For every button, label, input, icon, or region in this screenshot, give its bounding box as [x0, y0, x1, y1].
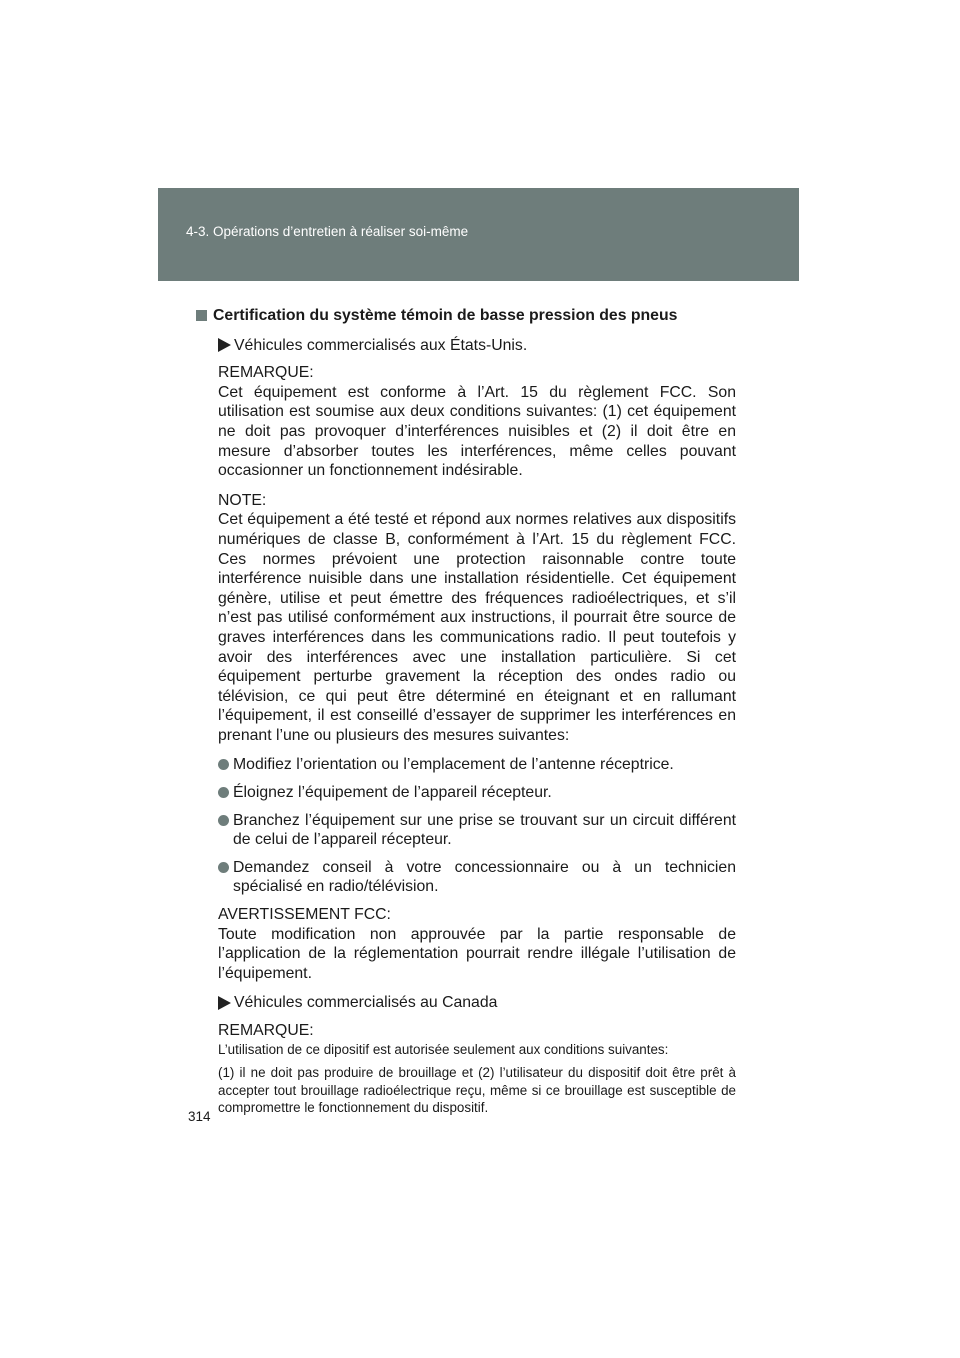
list-item: Modifiez l’orientation ou l’emplacement de l’antenne réceptrice.	[218, 755, 736, 775]
heading-text: Certification du système témoin de basse pression des pneus	[213, 307, 678, 324]
note-text: Cet équipement a été testé et répond aux normes relatives aux dispositifs numériques de classe B, conformément à l’Art. 15 du règlement FCC. Ces normes prévoient une protection raisonnable contre toute interférence nuisible dans une installation résidentielle. Cet équipement génère, utilise et peut émettre des fréquences radioélectriques, et s’il n’est pas utilisé conformément aux instructions, il pourrait être source de graves interférences dans les communications radio. Il peut toutefois y avoir des interférences avec une installation particulière. Si cet équipement perturbe gravement la réception des ondes radio ou télévision, ce qui peut être déterminé en éteignant et en rallumant l’équipement, il est conseillé d’essayer de supprimer les interférences en prenant l’une ou plusieurs des mesures suivantes:	[218, 511, 736, 744]
remarque-label-canada: REMARQUE:	[218, 1022, 314, 1039]
fcc-warning-text: Toute modification non approuvée par la partie responsable de l’application de la réglementation pourrait rendre illégale l’utilisation de l’équipement.	[218, 925, 736, 982]
subheading-us	[218, 336, 736, 356]
canada-text-2: (1) il ne doit pas produire de brouillage et (2) l’utilisateur du dispositif doit être prêt à accepter tout brouillage radioélectrique reçu, même si ce brouillage est susceptible de compromettre le fonctionnement du dispositif.	[218, 1065, 736, 1116]
bullet-dot-icon	[218, 787, 229, 798]
page-number: 314	[188, 1109, 211, 1124]
list-item: Branchez l’équipement sur une prise se trouvant sur un circuit différent de celui de l’appareil récepteur.	[218, 811, 736, 850]
list-item: Éloignez l’équipement de l’appareil récepteur.	[218, 783, 736, 803]
section-header-band	[158, 188, 799, 281]
note-label: NOTE:	[218, 491, 267, 509]
subheading-canada	[218, 993, 736, 1013]
bullet-dot-icon	[218, 759, 229, 770]
section-heading	[196, 306, 736, 326]
page-content	[213, 306, 736, 1123]
triangle-arrow-icon	[218, 338, 231, 352]
triangle-arrow-icon	[218, 996, 231, 1010]
square-bullet-icon	[196, 310, 207, 321]
section-title: 4-3. Opérations d’entretien à réaliser soi-même	[186, 224, 469, 239]
bullet-dot-icon	[218, 815, 229, 826]
subheading-us-text: Véhicules commercialisés aux États-Unis.	[234, 336, 528, 354]
bullet-dot-icon	[218, 862, 229, 873]
remarque-label-us: REMARQUE:	[218, 364, 314, 382]
fcc-warning-label: AVERTISSEMENT FCC:	[218, 906, 391, 924]
remarque-text-us: Cet équipement est conforme à l’Art. 15 du règlement FCC. Son utilisation est soumise aux deux conditions suivantes: (1) cet équipement ne doit pas provoquer d’interférences nuisibles et (2) il doit être en mesure d’absorber toutes les interférences, même celles pouvant occasionner un fonctionnement indésirable.	[218, 383, 736, 480]
list-item: Demandez conseil à votre concessionnaire ou à un technicien spécialisé en radio/télévision.	[218, 858, 736, 897]
canada-text-1: L’utilisation de ce dipositif est autorisée seulement aux conditions suivantes:	[218, 1041, 669, 1057]
subheading-canada-text: Véhicules commercialisés au Canada	[234, 994, 498, 1012]
